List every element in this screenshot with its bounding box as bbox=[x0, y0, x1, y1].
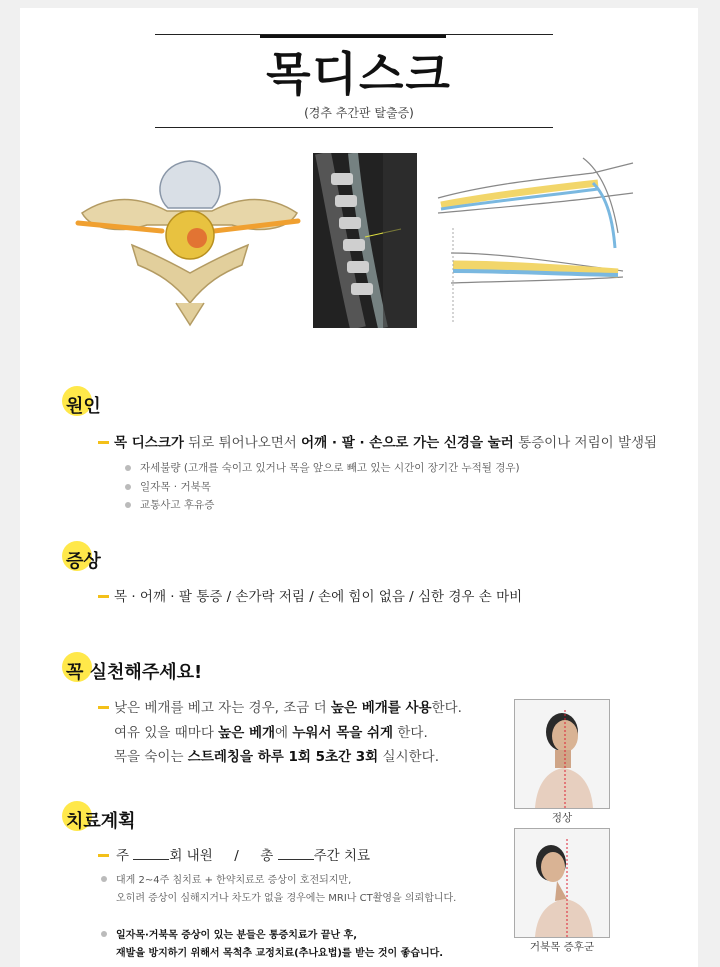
nerve-arm-illustration bbox=[433, 153, 643, 328]
weeks-blank[interactable] bbox=[278, 847, 314, 860]
treatment-plan-line: 주 회 내원 / 총 주간 치료 bbox=[116, 848, 371, 864]
treatment-note-1: 대게 2~4주 침치료 + 한약치료로 증상이 호전되지만, bbox=[116, 871, 351, 886]
practice-line-3: 목을 숙이는 스트레칭을 하루 1회 5초간 3회 실시한다. bbox=[114, 749, 439, 765]
practice-line-1: 낮은 베개를 베고 자는 경우, 조금 더 높은 베개를 사용한다. bbox=[114, 700, 462, 716]
normal-posture-caption: 정상 bbox=[551, 812, 573, 824]
bottom-rule bbox=[155, 127, 553, 128]
section-cause-heading bbox=[62, 392, 101, 418]
section-symptom-heading bbox=[62, 547, 101, 573]
page bbox=[20, 8, 698, 967]
symptom-text: 목 · 어깨 · 팔 통증 / 손가락 저림 / 손에 힘이 없음 / 심한 경우 손 마비 bbox=[114, 589, 523, 605]
section-treatment-title: 치료계획 bbox=[66, 811, 136, 832]
normal-posture-photo bbox=[514, 699, 610, 809]
cause-bullet-3: 교통사고 후유증 bbox=[140, 499, 215, 511]
visits-blank[interactable] bbox=[133, 847, 169, 860]
section-practice-title: 꼭 실천해주세요! bbox=[66, 662, 203, 683]
section-cause-title: 원인 bbox=[66, 396, 101, 417]
turtle-neck-caption: 거북목 증후군 bbox=[529, 941, 595, 953]
dash-marker bbox=[98, 854, 109, 857]
treatment-note-2-line-2: 재발을 방지하기 위해서 목척추 교정치료(추나요법)를 받는 것이 좋습니다. bbox=[116, 948, 444, 959]
treatment-note-2: 일자목·거북목 증상이 있는 분들은 통증치료가 끝난 후, bbox=[116, 926, 357, 941]
cause-bullet-2: 일자목 · 거북목 bbox=[140, 481, 211, 493]
practice-line-2: 여유 있을 때마다 높은 베개에 누워서 목을 쉬게 한다. bbox=[114, 725, 428, 741]
treatment-note-1-line-2: 오히려 증상이 심해지거나 차도가 없을 경우에는 MRI나 CT촬영을 의뢰합니다. bbox=[116, 893, 457, 904]
turtle-neck-photo bbox=[514, 828, 610, 938]
mri-image bbox=[313, 153, 417, 328]
section-practice-heading bbox=[62, 658, 202, 684]
section-symptom-title: 증상 bbox=[66, 551, 101, 572]
page-subtitle: (경추 추간판 탈출증) bbox=[304, 106, 414, 120]
section-treatment-heading bbox=[62, 807, 136, 833]
dash-marker bbox=[98, 595, 109, 598]
page-title: 목디스크 bbox=[266, 47, 452, 101]
dash-marker bbox=[98, 441, 109, 444]
cause-main-text: 목 디스크가 뒤로 튀어나오면서 어깨 · 팔 · 손으로 가는 신경을 눌러 통증이나 저림이 발생됨 bbox=[114, 435, 658, 451]
dash-marker bbox=[98, 706, 109, 709]
cause-bullet-1: 자세불량 (고개를 숙이고 있거나 목을 앞으로 빼고 있는 시간이 장기간 누적될 경우) bbox=[140, 462, 520, 474]
top-rule-thick bbox=[260, 35, 446, 38]
vertebra-illustration bbox=[72, 153, 304, 328]
